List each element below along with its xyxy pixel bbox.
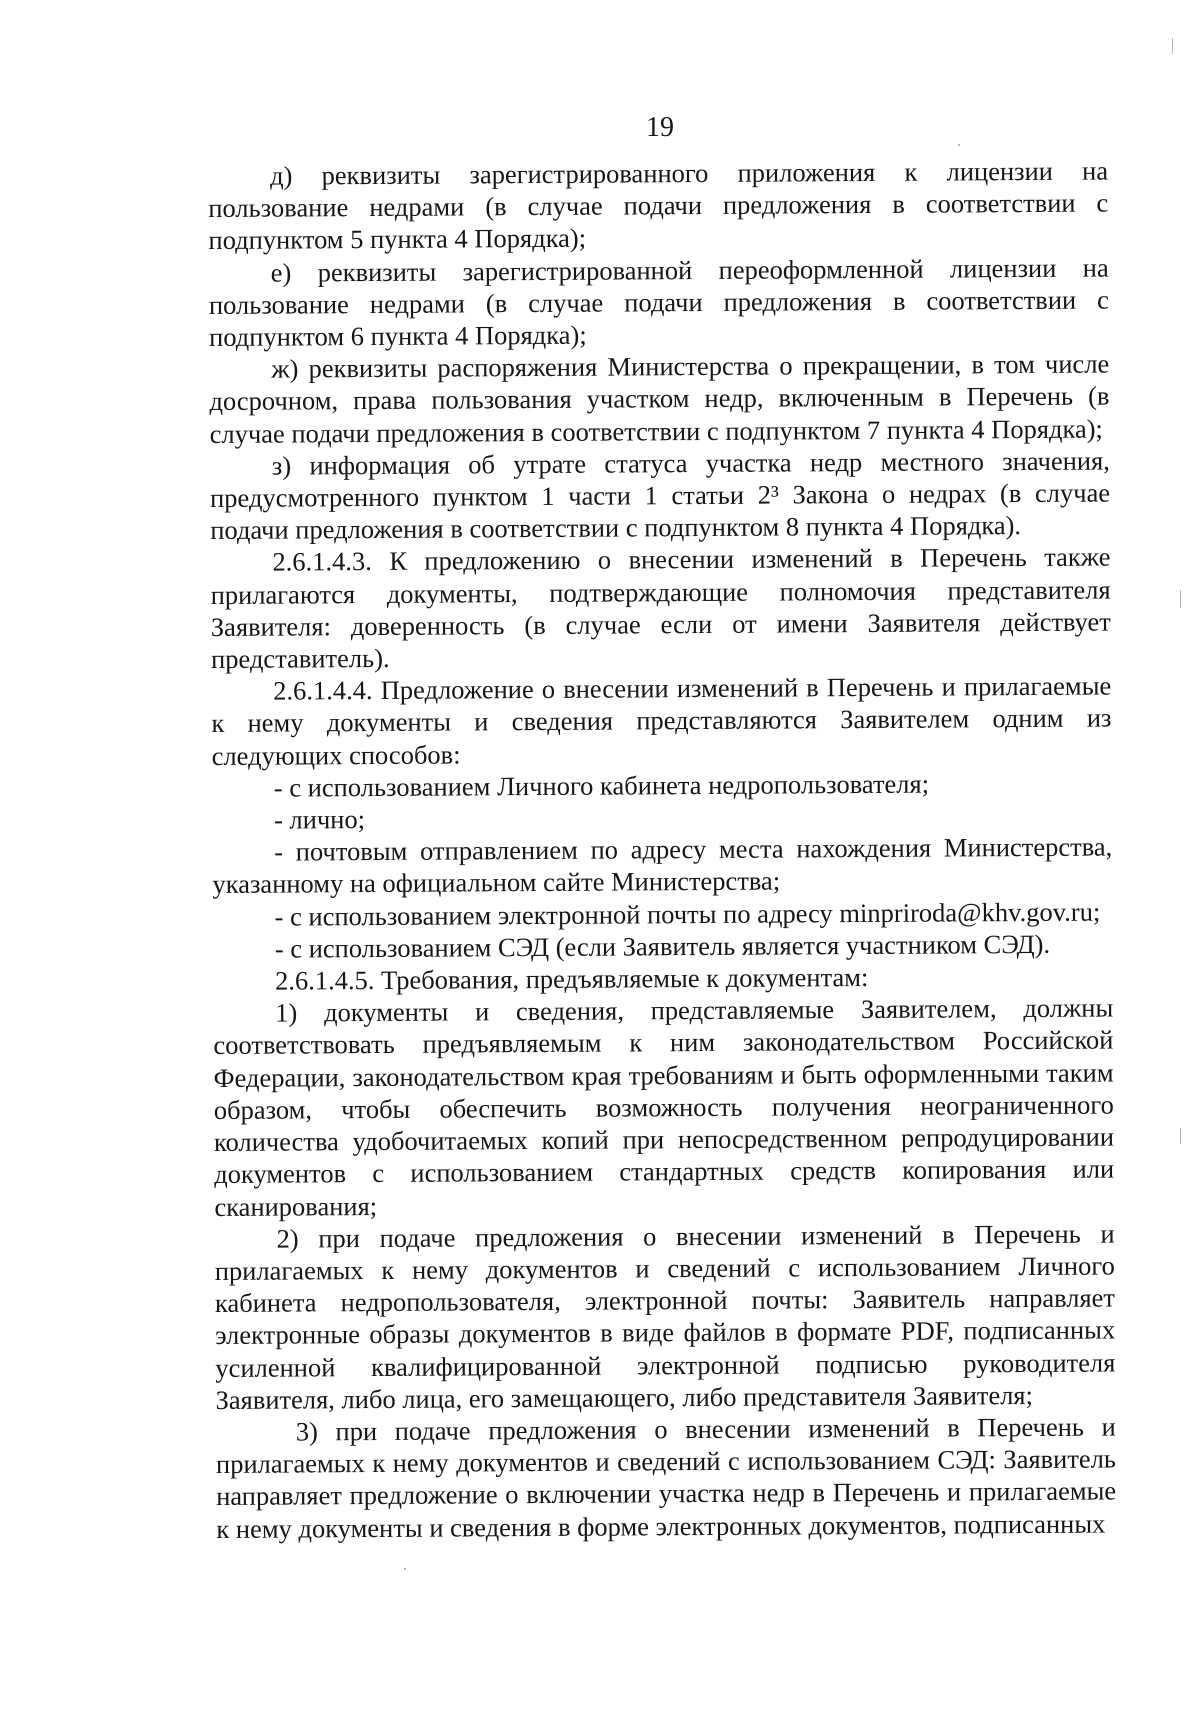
- scan-artifact: [1180, 590, 1181, 608]
- list-item-sed: - с использованием СЭД (если Заявитель является участником СЭД).: [274, 928, 1051, 964]
- list-item-personal-cabinet: - с использованием Личного кабинета недропользователя;: [273, 768, 930, 803]
- paragraph-2-6-1-4-3: 2.6.1.4.3. К предложению о внесении изменений в Перечень также прилагаются документы, подтверждающие полномочия представителя Заявителя: доверенность (в случае если от имени Заявителя действует представитель).: [210, 541, 1111, 675]
- list-item-email: - с использованием электронной почты по адресу minpriroda@khv.gov.ru;: [274, 896, 1101, 932]
- document-body: [208, 155, 1116, 1545]
- scan-artifact: [1172, 38, 1173, 54]
- scan-artifact: [958, 144, 960, 146]
- paragraph-z: з) информация об утрате статуса участка недр местного значения, предусмотренного пунктом 1 части 1 статьи 2³ Закона о недрах (в случае подачи предложения в соответствии с подпунктом 8 пункта 4 Порядка).: [209, 445, 1111, 546]
- list-item-in-person: - лично;: [273, 804, 366, 835]
- paragraph-2-6-1-4-5: 2.6.1.4.5. Требования, предъявляемые к документам:: [274, 962, 869, 996]
- page-number: 19: [646, 112, 674, 143]
- paragraph-e: е) реквизиты зарегистрированной переоформленной лицензии на пользование недрами (в случае подачи предложения в соответствии с подпунктом 6 пункта 4 Порядка);: [208, 252, 1109, 353]
- list-item-postal: - почтовым отправлением по адресу места нахождения Министерства, указанному на официальном сайте Министерства;: [212, 831, 1113, 900]
- requirement-1: 1) документы и сведения, представляемые Заявителем, должны соответствовать предъявляемым к ним законодательством Российской Федерации, законодательством края требованиям и быть оформленными таким образом, чтобы обеспечить возможность получения неограниченного количества удобочитаемых копий при непосредственном репродуцировании документов с использованием стандартных средств копирования или сканирования;: [213, 992, 1115, 1222]
- paragraph-2-6-1-4-4: 2.6.1.4.4. Предложение о внесении изменений в Перечень и прилагаемые к нему документы и сведения представляются Заявителем одним из следующих способов:: [211, 670, 1112, 771]
- requirement-3: 3) при подаче предложения о внесении изменений в Перечень и прилагаемых к нему документов и сведений с использованием СЭД: Заявитель направляет предложение о включении участка недр в Перечень и прилагаемые к нему документы и сведения в форме электронных документов, подписанных: [215, 1411, 1117, 1544]
- scan-artifact: [1180, 1128, 1181, 1144]
- requirement-2: 2) при подаче предложения о внесении изменений в Перечень и прилагаемых к нему документов и сведений с использованием Личного кабинета недропользователя, электронной почты: Заявитель направляет электронные образы документов в виде файлов в формате PDF, подписанных усиленной квалифицированной электронной подписью руководителя Заявителя, либо лица, его замещающего, либо представителя Заявителя;: [214, 1218, 1116, 1415]
- paragraph-zh: ж) реквизиты распоряжения Министерства о прекращении, в том числе досрочном, права пользования участком недр, включенным в Перечень (в случае подачи предложения в соответствии с подпунктом 7 пункта 4 Порядка);: [209, 348, 1110, 449]
- paragraph-d: д) реквизиты зарегистрированного приложения к лицензии на пользование недрами (в случае подачи предложения в соответствии с подпунктом 5 пункта 4 Порядка);: [208, 155, 1109, 256]
- scan-artifact: [404, 1568, 406, 1570]
